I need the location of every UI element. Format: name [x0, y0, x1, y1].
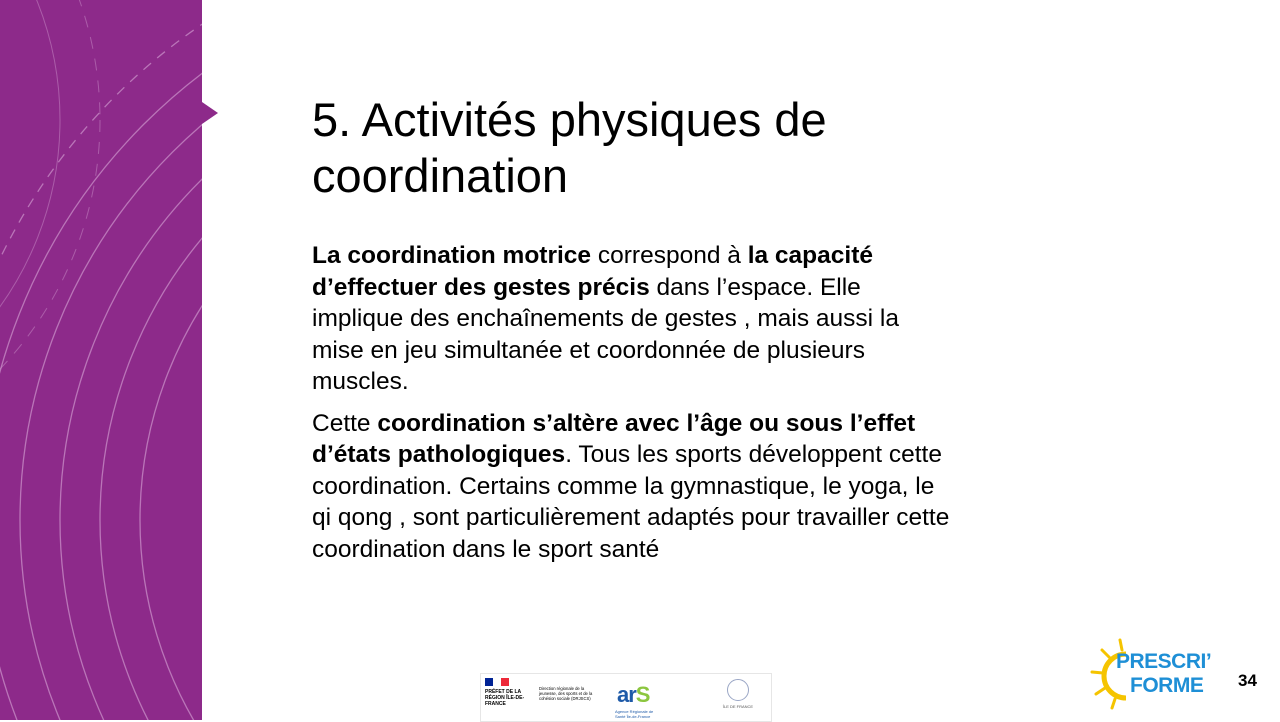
- paragraph-1: [312, 240, 952, 398]
- p1-bold-2: la capacité d’effectuer des gestes précis: [312, 242, 873, 301]
- sidebar-notch: [202, 102, 218, 124]
- sidebar-panel: [0, 0, 202, 720]
- slide-body: [312, 240, 952, 575]
- seal-icon: [727, 679, 749, 701]
- logo-line-2: FORME: [1130, 674, 1204, 697]
- prescriforme-logo: [1090, 636, 1210, 712]
- slide-title: 5. Activités physiques de coordination: [312, 93, 827, 202]
- p1-bold-1: La coordination motrice: [312, 242, 592, 269]
- ars-subtitle: Agence Régionale de Santé Île-de-France: [615, 709, 654, 719]
- french-flag-icon: [485, 678, 509, 686]
- p1-text-2: dans l’espace. Elle implique des enchaînements de gestes , mais aussi la mise en jeu simultanée et coordonnée de plusieurs muscles.: [312, 273, 899, 395]
- decorative-arcs: [0, 0, 202, 720]
- p2-text-2: . Tous les sports développent cette coordination. Certains comme la gymnastique, le yoga, le qi qong , sont particulièrement adaptés pour travailler cette coordination dans le sport santé: [312, 441, 950, 563]
- prefect-logo: [485, 678, 531, 716]
- direction-text: Direction régionale de la jeunesse, des sports et de la cohésion sociale (DRJSCS): [539, 686, 593, 701]
- p2-text-1: Cette: [312, 409, 378, 437]
- logo-line-1: PRESCRI’: [1116, 650, 1212, 673]
- seal-text: ÎLE DE FRANCE: [722, 704, 754, 709]
- ars-logo: [617, 682, 649, 708]
- page-number: 34: [1238, 671, 1257, 690]
- paragraph-2: [312, 408, 952, 566]
- prefect-text: PRÉFET DE LA RÉGION ÎLE-DE-FRANCE: [485, 689, 525, 707]
- partner-logos: [480, 673, 772, 722]
- p1-text-1: correspond à: [591, 242, 748, 269]
- ars-letters: ar: [617, 682, 636, 707]
- p2-bold-1: coordination s’altère avec l’âge ou sous l’effet d’états pathologiques: [312, 409, 916, 468]
- ars-s: S: [635, 682, 650, 707]
